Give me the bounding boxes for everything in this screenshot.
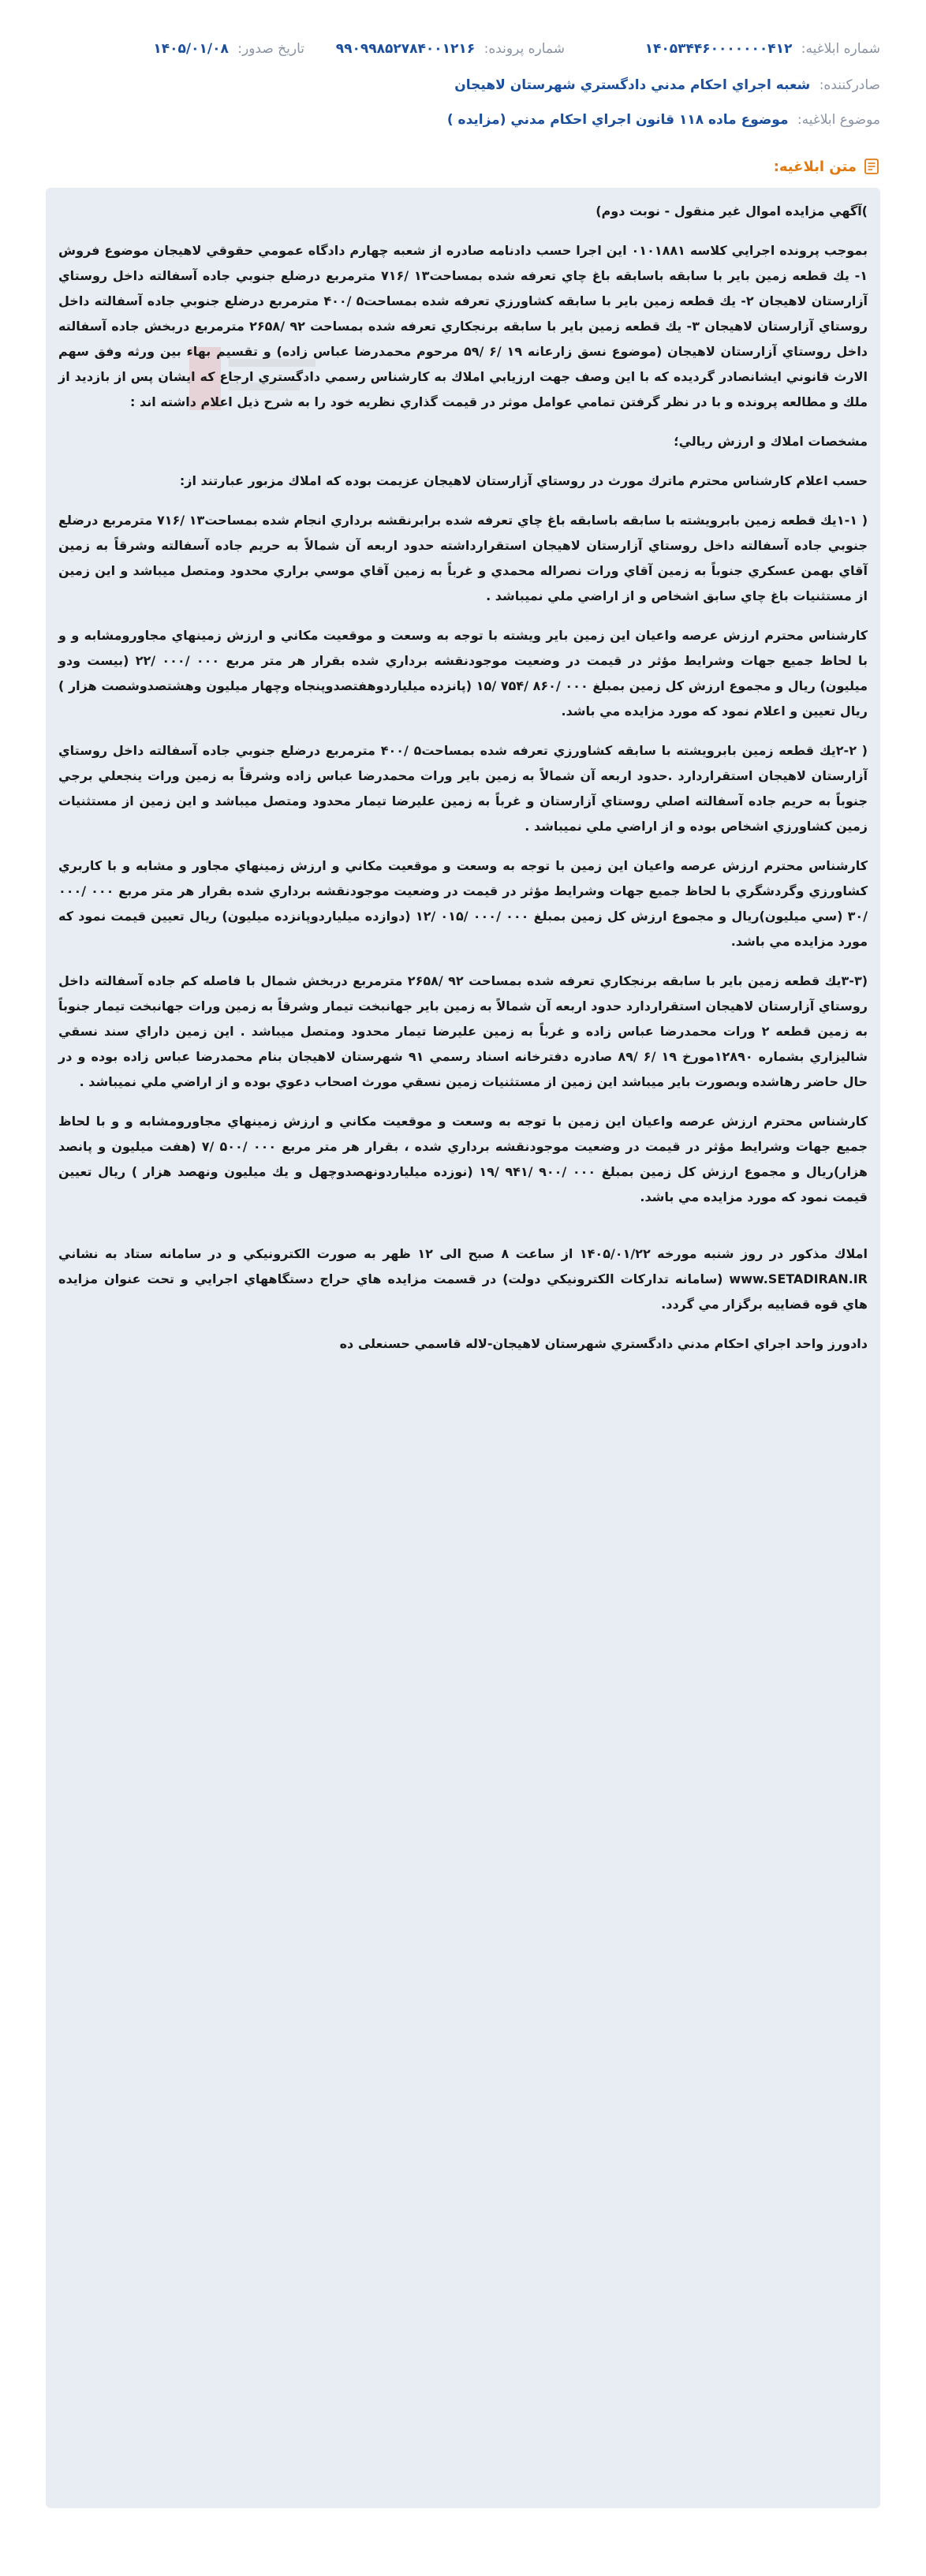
paragraph-property-1: ( ۱-۱يك قطعه زمين بابرويشته با سابقه باسابقه باغ چاي تعرفه شده برابرنقشه برداري انجام شده بمساحت۱۳ /۷۱۶ مترمربع درضلع جنوبي جاده آسفالته داخل روستاي آزارستان لاهيجان استقرارداشته حدود اربعه آن شمالاً به حريم جاده آسفالته وشرقاً به زمين آقاي بهمن عسكري جنوباً به زمين آقاي ورات نصراله محمدي و غرباً به زمين آقاي موسي براري محدود ومتصل ميباشد و اين زمين از مستثنيات باغ چاي سابق اشخاص و از اراضي ملي نميباشد . (58, 513, 868, 603)
paragraph-valuation-3: كارشناس محترم ارزش عرصه واعيان اين زمين با توجه به وسعت و موقعيت مكاني و ارزش زمينهاي مجاورومشابه و و با لحاظ جميع جهات وشرايط مؤثر در قيمت در وضعيت موجودنقشه برداري شده ، بقرار هر متر مربع ۰۰۰ /۵۰۰ /۷ (هفت ميليون و پانصد هزار)ريال و مجموع ارزش كل زمين بمبلغ ۰۰۰ /۹۰۰ /۹۴۱ /۱۹ (نوزده ميلياردونهصدوچهل و يك ميليون ونهصد هزار ) ريال تعيين قيمت نمود كه مورد مزايده مي باشد. (58, 1114, 868, 1204)
section-title: متن ابلاغیه: (773, 158, 857, 175)
paragraph-property-3: (۳-۳يك قطعه زمين باير با سابقه برنجكاري تعرفه شده بمساحت ۹۲ /۲۶۵۸ مترمربع دربخش شمال با فاصله كم جاده آسفالته داخل روستاي آزارستان لاهيجان استقراردارد حدود اربعه آن شمالاً به زمين باير جهانبخت تيمار وشرقاً به زمين ورات جهانبخت تيمار جنوباً به زمين قطعه ۲ ورات محمدرضا عباس زاده و غرباً به زمين عليرضا تيمار محدود ومتصل ميباشد . اين زمين داراي سند نسقي شاليزاري بشماره ۱۲۸۹۰مورخ ۱۹ /۶ /۸۹ صادره دفترخانه اسناد رسمي ۹۱ شهرستان لاهيجان بنام محمدرضا عباس زاده بوده و در حال حاضر رهاشده وبصورت باير ميباشد اين زمين از مستثنيات زمين نسقي مورث اصحاب دعوي بوده و از اراضي ملي نميباشد . (58, 973, 868, 1089)
subject-value: موضوع ماده ۱۱۸ قانون اجراي احكام مدني (مزايده ) (446, 112, 789, 128)
subject (447, 112, 880, 128)
notice-number-label: شماره ابلاغیه: (801, 41, 880, 57)
paragraph-specs-heading: مشخصات املاك و ارزش ريالي؛ (674, 434, 868, 449)
case-number-value: ۹۹۰۹۹۸۵۲۷۸۴۰۰۱۲۱۶ (335, 41, 476, 57)
issuer (454, 77, 880, 93)
paragraph-valuation-2: كارشناس محترم ارزش عرصه واعيان اين زمين با توجه به وسعت و موقعيت مكاني و ارزش زمينهاي مجاور و مشابه و با كاربري كشاورزي وگردشگري با لحاظ جميع جهات وشرايط مؤثر در قيمت در وضعيت موجودنقشه برداري شده بقرار هر متر مربع ۰۰۰ /۰۰۰ /۳۰ (سي ميليون)ريال و مجموع ارزش كل زمين بمبلغ ۰۰۰ /۰۰۰ /۰۱۵ /۱۲ (دوازده ميلياردوپانزده ميليون) ريال تعيين قيمت نمود كه مورد مزايده مي باشد. (58, 858, 868, 949)
notice-header (0, 0, 926, 150)
paragraph-signature: دادورز واحد اجراي احكام مدني دادگستري شهرستان لاهيجان-لاله قاسمي حسنعلی ده (339, 1336, 868, 1351)
issuer-value: شعبه اجراي احكام مدني دادگستري شهرستان لاهيجان (454, 77, 811, 93)
paragraph-intro: بموجب پرونده اجرايي كلاسه ۰۱۰۱۸۸۱ اين اجرا حسب دادنامه صادره از شعبه چهارم دادگاه عمومي حقوقي لاهيجان موضوع فروش ۱- يك قطعه زمين باير با سابقه باسابقه باغ چاي تعرفه شده بمساحت۱۳ /۷۱۶ مترمربع درضلع جنوبي جاده آسفالته داخل روستاي آزارستان لاهيجان ۲- يك قطعه زمين باير با سابقه كشاورزي تعرفه شده بمساحت۵ /۴۰۰ مترمربع درضلع جنوبي جاده آسفالته داخل روستاي آزارستان لاهيجان ۳- يك قطعه زمين باير با سابقه برنجكاري تعرفه شده بمساحت ۹۲ /۲۶۵۸ مترمربع دربخش جاده آسفالته داخل روستاي آزارستان لاهيجان (موضوع نسق زارعانه ۱۹ /۶ /۵۹ مرحوم محمدرضا عباس زاده) و تقسيم بهاء بين ورثه وفق سهم الارث قانوني ايشانصادر گرديده كه با اين وصف جهت ارزيابي املاك به كارشناس رسمي دادگستري ارجاع كه ايشان پس از بازديد از ملك و مطالعه پرونده و با در نظر گرفتن تمامي عوامل موثر در قيمت گذاري نظريه خود را به شرح ذيل اعلام داشته اند : (58, 243, 868, 409)
subject-label: موضوع ابلاغیه: (797, 112, 880, 128)
paragraph-property-2: ( ۲-۲يك قطعه زمين بابرويشته با سابقه كشاورزي تعرفه شده بمساحت۵ /۴۰۰ مترمربع درضلع جنوبي جاده آسفالته داخل روستاي آزارستان لاهيجان استقراردارد .حدود اربعه آن شمالاً به زمين باير ورات محمدرضا عباس زاده وشرقاً به زمين ورات ينجعلي برجي جنوباً به حريم جاده آسفالته اصلي روستاي آزارستان و غرباً به زمين عليرضا تيمار محدود ومتصل ميباشد و اين زمين از مستثنيات زمين كشاورزي اشخاص بوده و از اراضي ملي نميباشد . (58, 743, 868, 834)
issue-date (153, 41, 304, 57)
issue-date-value: ۱۴۰۵/۰۱/۰۸ (153, 41, 229, 57)
issue-date-label: تاریخ صدور: (237, 41, 304, 57)
notice-text-icon (863, 158, 880, 175)
notice-body (58, 199, 868, 1371)
paragraph-valuation-1: كارشناس محترم ارزش عرصه واعيان اين زمين باير ويشته با توجه به وسعت و موقعيت مكاني و ارزش زمينهاي مجاورومشابه و و با لحاظ جميع جهات وشرايط مؤثر در قيمت در وضعيت موجودنقشه برداري شده بقرار هر متر مربع ۰۰۰ /۰۰۰ /۲۲ (بيست ودو ميليون) ريال و مجموع ارزش كل زمين بمبلغ ۰۰۰ /۸۶۰ /۷۵۴ /۱۵ (پانزده ميلياردوهفتصدوپنجاه وچهار ميليون وهشتصدوشصت هزار ) ريال تعيين و اعلام نمود كه مورد مزايده مي باشد. (58, 628, 868, 719)
paragraph-auction-info: املاك مذكور در روز شنبه مورخه ۱۴۰۵/۰۱/۲۲ از ساعت ۸ صبح الی ۱۲ ظهر به صورت الكترونيكي و در سامانه ستاد به نشاني www.SETADIRAN.IR (سامانه تداركات الكترونيكي دولت) در قسمت مزايده هاي حراج دستگاههاي اجرايي و تحت عنوان مزايده هاي قوه قضاييه برگزار مي گردد. (58, 1246, 868, 1312)
issuer-label: صادرکننده: (819, 77, 880, 93)
paragraph-specs-intro: حسب اعلام كارشناس محترم ماترك مورث در روستاي آزارستان لاهيجان عزيمت بوده كه املاك مزبور عبارتند از: (179, 473, 868, 488)
notice-text-heading (774, 158, 880, 175)
case-number (336, 41, 565, 57)
notice-number-value: ۱۴۰۵۳۴۴۶۰۰۰۰۰۰۰۴۱۲ (644, 41, 793, 57)
meta-row (46, 41, 880, 65)
paragraph-title: )آگهي مزايده اموال غير منقول - نوبت دوم) (596, 203, 868, 218)
notice-number (645, 41, 880, 57)
case-number-label: شماره پرونده: (484, 41, 565, 57)
